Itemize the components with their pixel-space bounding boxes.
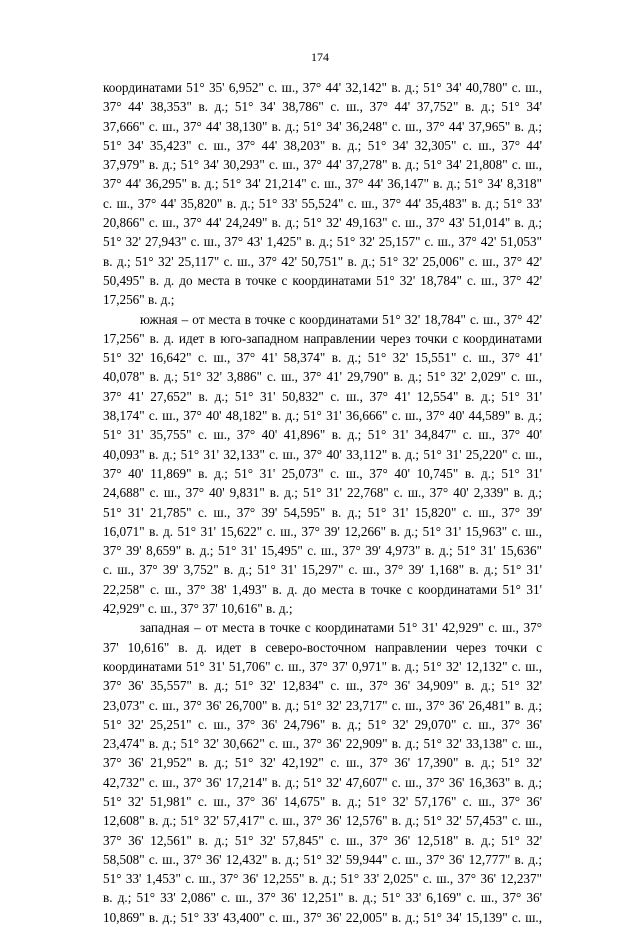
text-line: координатами 51° 35' 6,952" с. ш., 37° 44' 32,142" в. д.; 51° 34' 40,780" с. ш., bbox=[103, 80, 542, 95]
text-line: 37,666" с. ш., 37° 44' 38,130" в. д.; 51° 34' 36,248" с. ш., 37° 44' 37,965" в. д.; bbox=[103, 118, 542, 134]
text-line: 51° 32' 27,943" с. ш., 37° 43' 1,425" в. д.; 51° 32' 25,157" с. ш., 37° 42' 51,053" bbox=[103, 234, 542, 250]
text-line: 23,073" с. ш., 37° 36' 26,700" в. д.; 51° 32' 23,717" с. ш., 37° 36' 26,481" в. д.; bbox=[103, 697, 542, 713]
document-body bbox=[103, 78, 542, 927]
text-line: 50,495" в. д. до места в точке с координатами 51° 32' 18,784" с. ш., 37° 42' bbox=[103, 272, 542, 288]
text-line: западная – от места в точке с координатами 51° 31' 42,929" с. ш., 37° bbox=[140, 620, 542, 636]
text-line: 37° 44' 36,295" в. д.; 51° 34' 21,214" с. ш., 37° 44' 36,147" в. д.; 51° 34' 8,318" bbox=[103, 176, 542, 192]
text-line: 40,078" в. д.; 51° 32' 3,886" с. ш., 37° 41' 29,790" в. д.; 51° 32' 2,029" с. ш., bbox=[103, 369, 542, 385]
text-line: 37° 36' 21,952" в. д.; 51° 32' 42,192" с. ш., 37° 36' 17,390" в. д.; 51° 32' bbox=[103, 755, 542, 771]
text-line: 37° 39' 8,659" в. д.; 51° 31' 15,495" с. ш., 37° 39' 4,973" в. д.; 51° 31' 15,636" bbox=[103, 543, 542, 559]
text-line: 38,174" с. ш., 37° 40' 48,182" в. д.; 51° 31' 36,666" с. ш., 37° 40' 44,589" в. д.; bbox=[103, 408, 542, 424]
text-line: 12,608" в. д.; 51° 32' 57,417" с. ш., 37° 36' 12,576" в. д.; 51° 32' 57,453" с. ш., bbox=[103, 813, 542, 829]
text-line: 37° 36' 12,561" в. д.; 51° 32' 57,845" с. ш., 37° 36' 12,518" в. д.; 51° 32' bbox=[103, 832, 542, 848]
text-line: координатами 51° 31' 51,706" с. ш., 37° 37' 0,971" в. д.; 51° 32' 12,132" с. ш., bbox=[103, 658, 542, 674]
text-line: 42,929" с. ш., 37° 37' 10,616" в. д.; bbox=[103, 601, 293, 617]
text-line: 20,866" с. ш., 37° 44' 24,249" в. д.; 51° 32' 49,163" с. ш., 37° 43' 51,014" в. д.; bbox=[103, 215, 542, 231]
text-line: 37,979" в. д.; 51° 34' 30,293" с. ш., 37° 44' 37,278" в. д.; 51° 34' 21,808" с. ш., bbox=[103, 157, 542, 173]
text-line: 51° 31' 21,785" с. ш., 37° 39' 54,595" в. д.; 51° 31' 15,820" с. ш., 37° 39' bbox=[103, 504, 542, 520]
text-line: 51° 32' 16,642" с. ш., 37° 41' 58,374" в. д.; 51° 32' 15,551" с. ш., 37° 41' bbox=[103, 350, 542, 366]
text-line: 37° 41' 27,652" в. д.; 51° 31' 50,832" с. ш., 37° 41' 12,554" в. д.; 51° 31' bbox=[103, 388, 542, 404]
text-line: 17,256" в. д.; bbox=[103, 292, 175, 308]
text-line: с. ш., 37° 39' 3,752" в. д.; 51° 31' 15,297" с. ш., 37° 39' 1,168" в. д.; 51° 31' bbox=[103, 562, 542, 578]
text-line: с. ш., 37° 44' 35,820" в. д.; 51° 33' 55,524" с. ш., 37° 44' 35,483" в. д.; 51° 33' bbox=[103, 195, 542, 211]
text-line: 23,474" в. д.; 51° 32' 30,662" с. ш., 37° 36' 22,909" в. д.; 51° 32' 33,138" с. ш., bbox=[103, 736, 542, 752]
text-line: 51° 32' 51,981" с. ш., 37° 36' 14,675" в. д.; 51° 32' 57,176" с. ш., 37° 36' bbox=[103, 793, 542, 809]
text-line: южная – от места в точке с координатами 51° 32' 18,784" с. ш., 37° 42' bbox=[140, 311, 542, 327]
text-line: 24,688" с. ш., 37° 40' 9,831" в. д.; 51° 31' 22,768" с. ш., 37° 40' 2,339" в. д.; bbox=[103, 485, 542, 501]
text-line: в. д.; 51° 32' 25,117" с. ш., 37° 42' 50,751" в. д.; 51° 32' 25,006" с. ш., 37° 42' bbox=[103, 253, 542, 269]
text-line: 16,071" в. д. 51° 31' 15,622" с. ш., 37° 39' 12,266" в. д.; 51° 31' 15,963" с. ш., bbox=[103, 523, 542, 539]
text-line: 22,258" с. ш., 37° 38' 1,493" в. д. до места в точке с координатами 51° 31' bbox=[103, 581, 542, 597]
text-line: 37° 36' 35,557" в. д.; 51° 32' 12,834" с. ш., 37° 36' 34,909" в. д.; 51° 32' bbox=[103, 678, 542, 694]
text-line: 42,732" с. ш., 37° 36' 17,214" в. д.; 51° 32' 47,607" с. ш., 37° 36' 16,363" в. д.; bbox=[103, 774, 542, 790]
text-line: 40,093" в. д.; 51° 31' 32,133" с. ш., 37° 40' 33,112" в. д.; 51° 31' 25,220" с. ш., bbox=[103, 446, 542, 462]
text-line: в. д.; 51° 33' 2,086" с. ш., 37° 36' 12,251" в. д.; 51° 33' 6,169" с. ш., 37° 36' bbox=[103, 890, 542, 906]
text-line: 51° 32' 25,251" с. ш., 37° 36' 24,796" в. д.; 51° 32' 29,070" с. ш., 37° 36' bbox=[103, 716, 542, 732]
text-line: 37' 10,616" в. д. идет в северо-восточном направлении через точки с bbox=[103, 639, 542, 655]
text-line: 10,869" в. д.; 51° 33' 43,400" с. ш., 37° 36' 22,005" в. д.; 51° 34' 15,139" с. ш., bbox=[103, 909, 542, 925]
text-line: 37° 40' 11,869" в. д.; 51° 31' 25,073" с. ш., 37° 40' 10,745" в. д.; 51° 31' bbox=[103, 465, 542, 481]
text-line: 51° 31' 35,755" с. ш., 37° 40' 41,896" в. д.; 51° 31' 34,847" с. ш., 37° 40' bbox=[103, 427, 542, 443]
text-line: 51° 33' 1,453" с. ш., 37° 36' 12,255" в. д.; 51° 33' 2,025" с. ш., 37° 36' 12,237" bbox=[103, 871, 542, 887]
text-line: 58,508" с. ш., 37° 36' 12,432" в. д.; 51° 32' 59,944" с. ш., 37° 36' 12,777" в. д.; bbox=[103, 851, 542, 867]
page-number: 174 bbox=[311, 50, 329, 64]
text-line: 51° 34' 35,423" с. ш., 37° 44' 38,203" в. д.; 51° 34' 32,305" с. ш., 37° 44' bbox=[103, 137, 542, 153]
text-line: 17,256" в. д. идет в юго-западном направлении через точки с координатами bbox=[103, 330, 542, 346]
text-line: 37° 44' 38,353" в. д.; 51° 34' 38,786" с. ш., 37° 44' 37,752" в. д.; 51° 34' bbox=[103, 99, 542, 115]
